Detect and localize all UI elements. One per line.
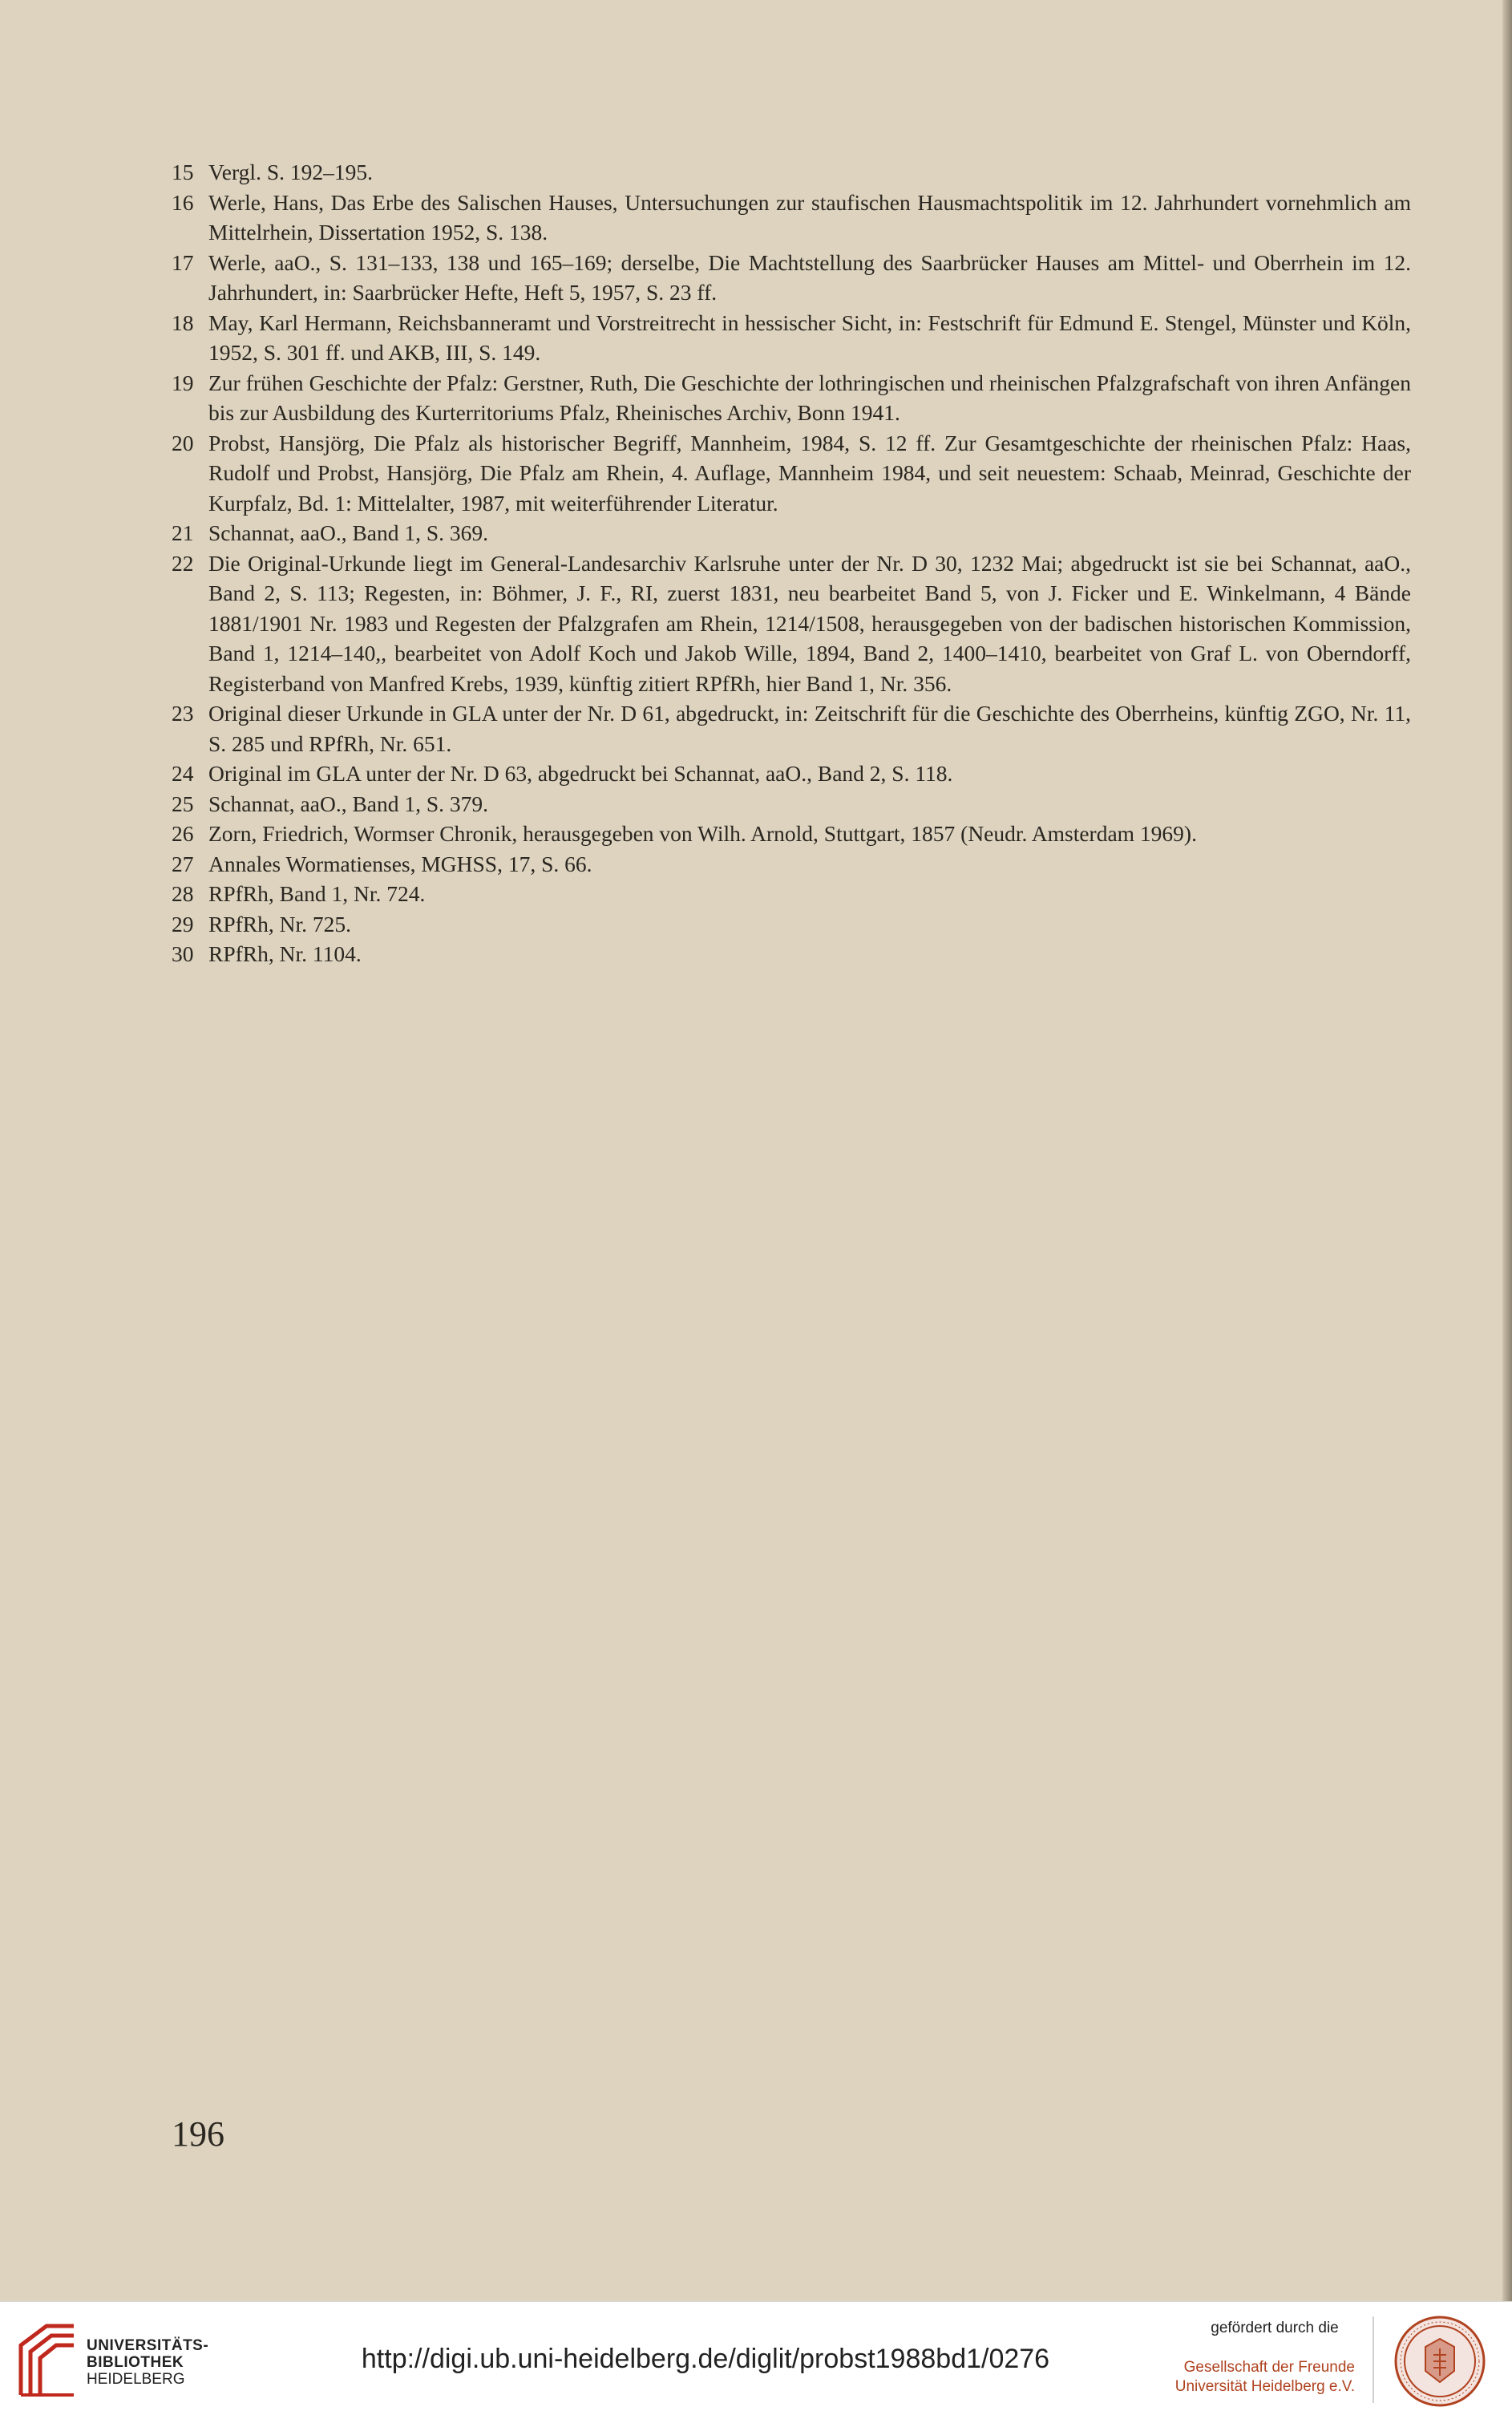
footnote-18 <box>172 308 1411 368</box>
footnote-19 <box>172 368 1411 428</box>
footnote-16 <box>172 188 1411 248</box>
sponsor-line-2: Universität Heidelberg e.V. <box>1174 2378 1355 2395</box>
footnote-text: Schannat, aaO., Band 1, S. 379. <box>208 791 489 816</box>
footnote-text: RPfRh, Nr. 1104. <box>208 941 362 966</box>
footnote-text: Schannat, aaO., Band 1, S. 369. <box>208 520 489 545</box>
footnote-number: 25 <box>172 791 194 816</box>
page-edge-shadow <box>1502 0 1512 2301</box>
viewer-footer <box>0 2301 1512 2415</box>
footnote-22 <box>172 548 1411 699</box>
footnote-27 <box>172 849 1411 880</box>
footnote-text: Zorn, Friedrich, Wormser Chronik, herausgegeben von Wilh. Arnold, Stuttgart, 1857 (Neudr. Amsterdam 1969). <box>208 821 1197 846</box>
footnotes-list <box>172 157 1411 969</box>
footnote-text: Die Original-Urkunde liegt im General-Landesarchiv Karlsruhe unter der Nr. D 30, 1232 Mai; abgedruckt ist sie bei Schannat, aaO., Band 2, S. 113; Regesten, in: Böhmer, J. F., RI, zuerst 1831, neu bearbeitet Band 5, von J. Ficker und E. Winkelmann, 4 Bände 1881/1901 Nr. 1983 und Regesten der Pfalzgrafen am Rhein, 1214/1508, herausgegeben von der badischen historischen Kommission, Band 1, 1214–140,, bearbeitet von Adolf Koch und Jakob Wille, 1894, Band 2, 1400–1410, bearbeitet von Graf L. von Oberndorff, Registerband von Manfred Krebs, 1939, künftig zitiert RPfRh, hier Band 1, Nr. 356. <box>208 550 1411 696</box>
footnote-30 <box>172 939 1411 969</box>
page-number: 196 <box>172 2114 224 2154</box>
footnote-number: 21 <box>172 520 194 545</box>
sponsor-org[interactable] <box>1154 2358 1355 2397</box>
footnote-text: Original dieser Urkunde in GLA unter der Nr. D 61, abgedruckt, in: Zeitschrift für die Geschichte des Oberrheins, künftig ZGO, Nr. 11, S. 285 und RPfRh, Nr. 651. <box>208 701 1411 756</box>
footnote-text: Werle, Hans, Das Erbe des Salischen Hauses, Untersuchungen zur staufischen Hausmachtspolitik im 12. Jahrhundert vornehmlich am Mittelrhein, Dissertation 1952, S. 138. <box>208 189 1411 245</box>
footnote-number: 26 <box>172 821 194 846</box>
ub-heidelberg-logo-icon[interactable] <box>14 2321 82 2401</box>
footnote-number: 20 <box>172 430 194 455</box>
footnote-21 <box>172 518 1411 548</box>
footnote-text: Werle, aaO., S. 131–133, 138 und 165–169; derselbe, Die Machtstellung des Saarbrücker Hauses am Mittel- und Oberrhein im 12. Jahrhundert, in: Saarbrücker Hefte, Heft 5, 1957, S. 23 ff. <box>208 249 1411 305</box>
footer-divider <box>1373 2316 1374 2403</box>
footnote-text: Annales Wormatienses, MGHSS, 17, S. 66. <box>208 851 592 876</box>
footnote-number: 23 <box>172 701 194 726</box>
sponsor-label: gefördert durch die <box>1211 2320 1339 2336</box>
footnote-text: May, Karl Hermann, Reichsbanneramt und Vorstreitrecht in hessischer Sicht, in: Festschrift für Edmund E. Stengel, Münster und Köln, 1952, S. 301 ff. und AKB, III, S. 149. <box>208 309 1411 365</box>
footnote-text: Zur frühen Geschichte der Pfalz: Gerstner, Ruth, Die Geschichte der lothringischen und rheinischen Pfalzgrafschaft von ihren Anfängen bis zur Ausbildung des Kurterritoriums Pfalz, Rheinisches Archiv, Bonn 1941. <box>208 370 1411 425</box>
footnote-number: 19 <box>172 370 194 395</box>
university-seal-icon[interactable] <box>1393 2315 1486 2408</box>
footnote-text: Probst, Hansjörg, Die Pfalz als historischer Begriff, Mannheim, 1984, S. 12 ff. Zur Gesamtgeschichte der rheinischen Pfalz: Haas, Rudolf und Probst, Hansjörg, Die Pfalz am Rhein, 4. Auflage, Mannheim 1984, und seit neuestem: Schaab, Meinrad, Geschichte der Kurpfalz, Bd. 1: Mittelalter, 1987, mit weiterführender Literatur. <box>208 430 1411 516</box>
library-line-1: UNIVERSITÄTS- <box>87 2337 209 2354</box>
footnote-15 <box>172 157 1411 188</box>
footnote-29 <box>172 909 1411 940</box>
footnote-28 <box>172 879 1411 909</box>
library-name <box>87 2337 208 2388</box>
footnote-number: 28 <box>172 881 194 906</box>
sponsor-block <box>1154 2320 1355 2397</box>
footnote-17 <box>172 248 1411 308</box>
footnote-26 <box>172 819 1411 849</box>
footnote-number: 27 <box>172 851 194 876</box>
permalink-url[interactable]: http://digi.ub.uni-heidelberg.de/diglit/probst1988bd1/0276 <box>361 2344 1050 2374</box>
library-line-2: BIBLIOTHEK <box>87 2354 184 2371</box>
library-line-3: HEIDELBERG <box>87 2371 185 2388</box>
footnote-20 <box>172 428 1411 519</box>
footnote-number: 24 <box>172 761 194 786</box>
footnote-number: 18 <box>172 309 194 335</box>
footnote-number: 22 <box>172 550 194 576</box>
sponsor-line-1: Gesellschaft der Freunde <box>1183 2359 1355 2376</box>
footnote-25 <box>172 789 1411 819</box>
footnote-number: 15 <box>172 160 194 184</box>
footnote-text: RPfRh, Nr. 725. <box>208 911 352 936</box>
footnote-number: 16 <box>172 189 194 215</box>
footnote-23 <box>172 698 1411 758</box>
footnote-text: Original im GLA unter der Nr. D 63, abgedruckt bei Schannat, aaO., Band 2, S. 118. <box>208 761 953 786</box>
footnote-text: RPfRh, Band 1, Nr. 724. <box>208 881 426 906</box>
footnote-24 <box>172 758 1411 789</box>
footnote-number: 30 <box>172 941 194 966</box>
footnote-text: Vergl. S. 192–195. <box>208 160 373 184</box>
footnote-number: 17 <box>172 249 194 275</box>
footnote-number: 29 <box>172 911 194 936</box>
